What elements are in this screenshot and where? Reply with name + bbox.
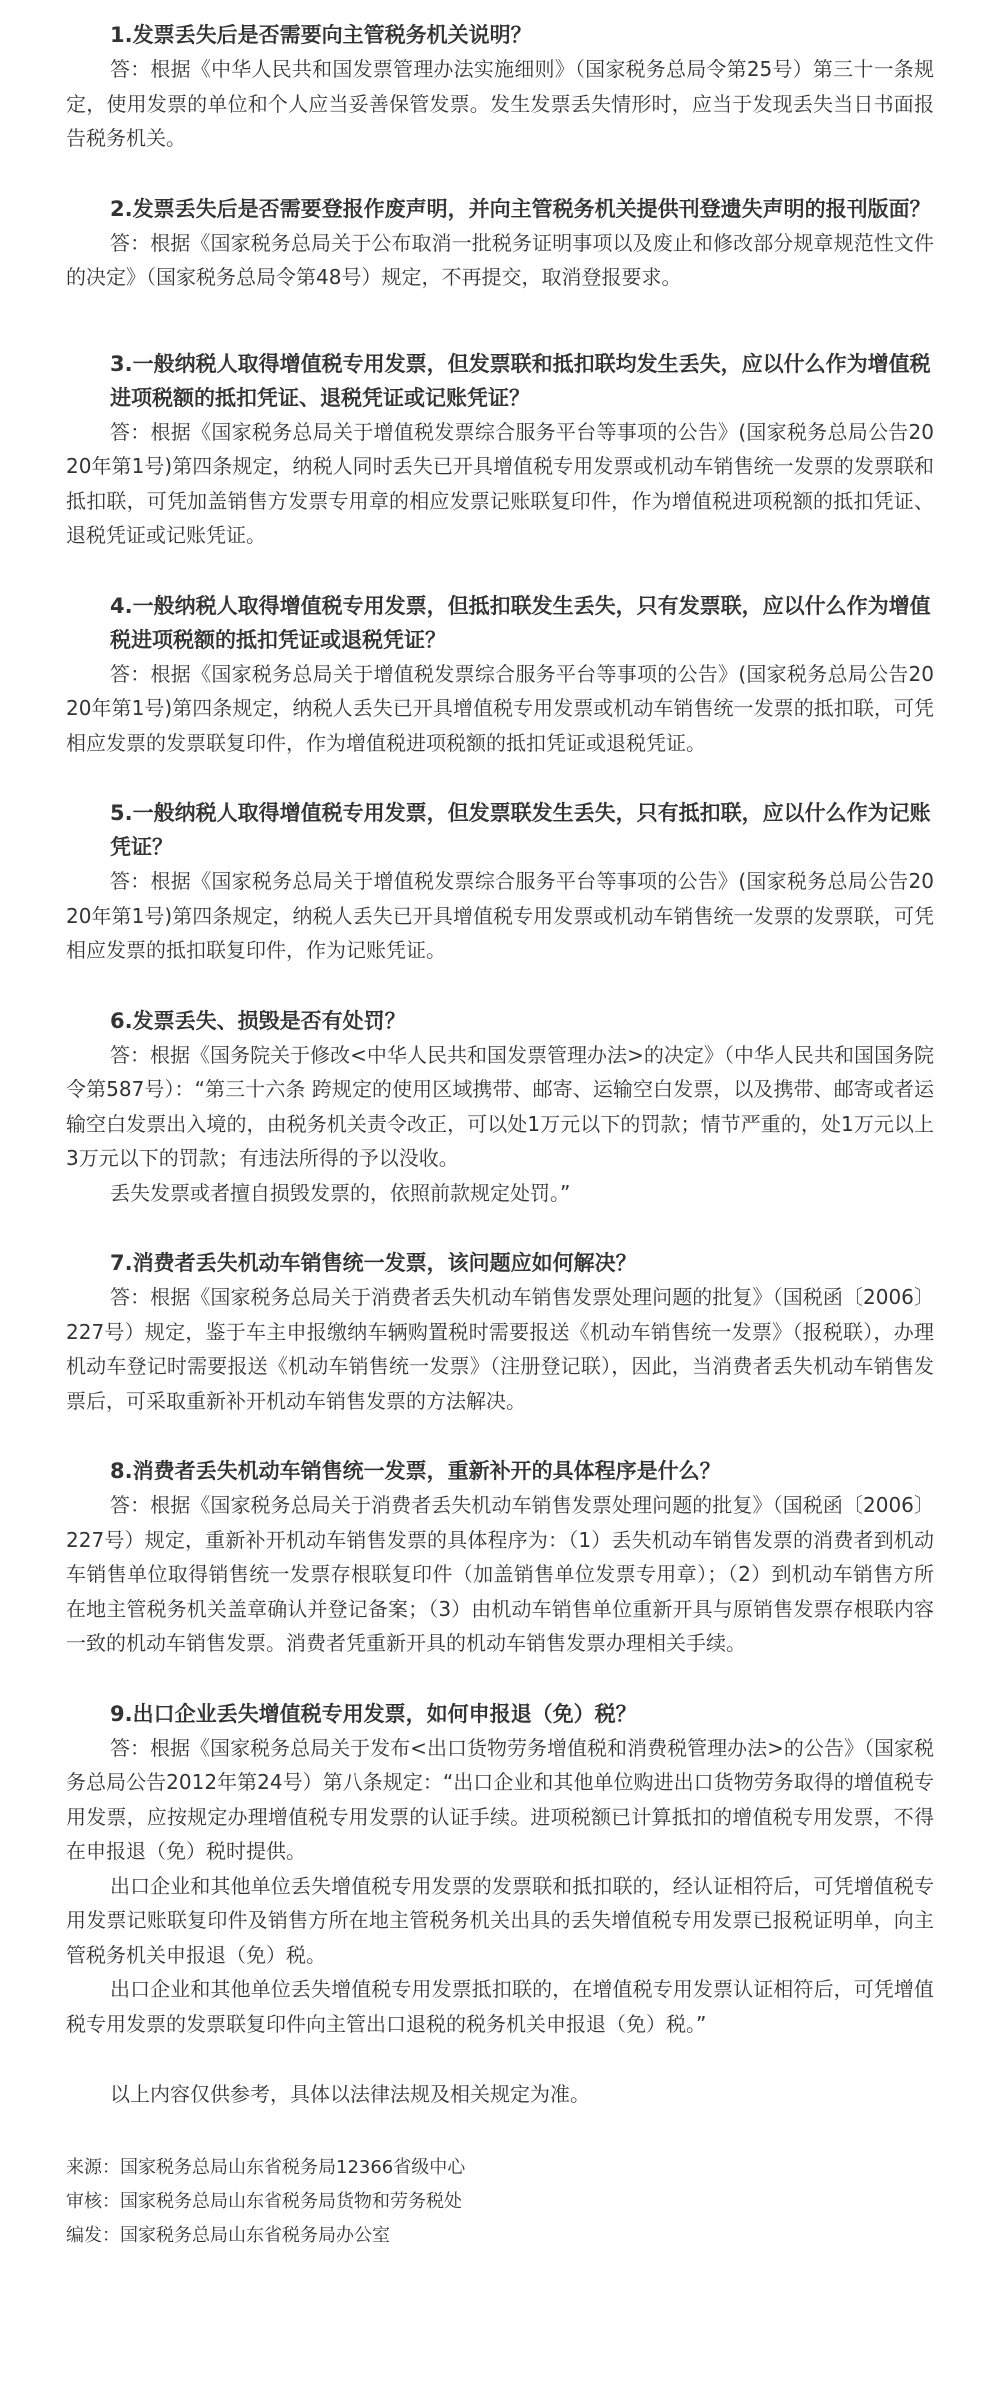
question-heading: 7.消费者丢失机动车销售统一发票，该问题应如何解决？ <box>110 1251 637 1275</box>
question-heading: 5.一般纳税人取得增值税专用发票，但发票联发生丢失，只有抵扣联，应以什么作为记账凭证？ <box>110 801 931 859</box>
qa-item-8 <box>66 1454 934 1661</box>
question-heading: 8.消费者丢失机动车销售统一发票，重新补开的具体程序是什么？ <box>110 1459 721 1483</box>
answer-paragraph: 答：根据《国务院关于修改<中华人民共和国发票管理办法>的决定》（中华人民共和国国务院令第587号）：“第三十六条 跨规定的使用区域携带、邮寄、运输空白发票，以及携带、邮寄或者运输空白发票出入境的，由税务机关责令改正，可以处1万元以下的罚款；情节严重的，处1万元以上3万元以下的罚款；有违法所得的予以没收。 <box>66 1042 934 1170</box>
qa-item-3 <box>66 347 934 553</box>
credit-publisher: 编发：国家税务总局山东省税务局办公室 <box>66 2225 390 2246</box>
answer-paragraph: 答：根据《国家税务总局关于公布取消一批税务证明事项以及废止和修改部分规章规范性文件的决定》（国家税务总局令第48号）规定，不再提交，取消登报要求。 <box>66 230 934 289</box>
answer-paragraph: 出口企业和其他单位丢失增值税专用发票抵扣联的，在增值税专用发票认证相符后，可凭增值税专用发票的发票联复印件向主管出口退税的税务机关申报退（免）税。” <box>66 1977 934 2036</box>
credit-reviewer: 审核：国家税务总局山东省税务局货物和劳务税处 <box>66 2191 462 2212</box>
answer-paragraph: 答：根据《中华人民共和国发票管理办法实施细则》（国家税务总局令第25号）第三十一条规定，使用发票的单位和个人应当妥善保管发票。发生发票丢失情形时，应当于发现丢失当日书面报告税务机关。 <box>66 57 934 150</box>
answer-paragraph: 丢失发票或者擅自损毁发票的，依照前款规定处罚。” <box>110 1180 571 1205</box>
answer-paragraph: 答：根据《国家税务总局关于增值税发票综合服务平台等事项的公告》(国家税务总局公告2020年第1号)第四条规定，纳税人丢失已开具增值税专用发票或机动车销售统一发票的发票联，可凭相应发票的抵扣联复印件，作为记账凭证。 <box>66 869 934 962</box>
question-heading: 2.发票丢失后是否需要登报作废声明，并向主管税务机关提供刊登遗失声明的报刊版面？ <box>110 196 931 221</box>
qa-item-4 <box>66 589 934 761</box>
question-heading: 1.发票丢失后是否需要向主管税务机关说明？ <box>110 23 532 47</box>
answer-paragraph: 出口企业和其他单位丢失增值税专用发票的发票联和抵扣联的，经认证相符后，可凭增值税专用发票记账联复印件及销售方所在地主管税务机关出具的丢失增值税专用发票已报税证明单，向主管税务机关申报退（免）税。 <box>66 1873 934 1967</box>
answer-paragraph: 答：根据《国家税务总局关于消费者丢失机动车销售发票处理问题的批复》（国税函〔2006〕227号）规定，鉴于车主申报缴纳车辆购置税时需要报送《机动车销售统一发票》（报税联），办理机动车登记时需要报送《机动车销售统一发票》（注册登记联），因此，当消费者丢失机动车销售发票后，可采取重新补开机动车销售发票的方法解决。 <box>66 1285 934 1413</box>
qa-item-9 <box>66 1697 934 2042</box>
disclaimer-note: 以上内容仅供参考，具体以法律法规及相关规定为准。 <box>110 2082 590 2106</box>
question-heading: 9.出口企业丢失增值税专用发票，如何申报退（免）税？ <box>110 1701 637 1726</box>
question-heading: 4.一般纳税人取得增值税专用发票，但抵扣联发生丢失，只有发票联，应以什么作为增值税进项税额的抵扣凭证或退税凭证？ <box>110 593 931 652</box>
answer-paragraph: 答：根据《国家税务总局关于增值税发票综合服务平台等事项的公告》(国家税务总局公告2020年第1号)第四条规定，纳税人丢失已开具增值税专用发票或机动车销售统一发票的抵扣联，可凭相应发票的发票联复印件，作为增值税进项税额的抵扣凭证或退税凭证。 <box>66 661 934 755</box>
answer-paragraph: 答：根据《国家税务总局关于发布<出口货物劳务增值税和消费税管理办法>的公告》（国家税务总局公告2012年第24号）第八条规定：“出口企业和其他单位购进出口货物劳务取得的增值税专用发票，应按规定办理增值税专用发票的认证手续。进项税额已计算抵扣的增值税专用发票，不得在申报退（免）税时提供。 <box>66 1735 934 1863</box>
qa-item-5 <box>66 796 934 968</box>
qa-item-6 <box>66 1004 934 1211</box>
answer-paragraph: 答：根据《国家税务总局关于消费者丢失机动车销售发票处理问题的批复》（国税函〔2006〕227号）规定，重新补开机动车销售发票的具体程序为：（1）丢失机动车销售发票的消费者到机动车销售单位取得销售统一发票存根联复印件（加盖销售单位发票专用章）；（2）到机动车销售方所在地主管税务机关盖章确认并登记备案；（3）由机动车销售单位重新开具与原销售发票存根联内容一致的机动车销售发票。消费者凭重新开具的机动车销售发票办理相关手续。 <box>66 1493 934 1655</box>
qa-item-2 <box>66 192 934 295</box>
credit-source: 来源：国家税务总局山东省税务局12366省级中心 <box>66 2157 466 2178</box>
credits-block <box>66 2151 934 2253</box>
qa-item-7 <box>66 1246 934 1418</box>
question-heading: 6.发票丢失、损毁是否有处罚？ <box>110 1008 406 1033</box>
question-heading: 3.一般纳税人取得增值税专用发票，但发票联和抵扣联均发生丢失，应以什么作为增值税进项税额的抵扣凭证、退税凭证或记账凭证？ <box>110 351 931 410</box>
answer-paragraph: 答：根据《国家税务总局关于增值税发票综合服务平台等事项的公告》(国家税务总局公告2020年第1号)第四条规定，纳税人同时丢失已开具增值税专用发票或机动车销售统一发票的发票联和抵扣联，可凭加盖销售方发票专用章的相应发票记账联复印件，作为增值税进项税额的抵扣凭证、退税凭证或记账凭证。 <box>66 419 934 547</box>
qa-item-1 <box>66 18 934 156</box>
